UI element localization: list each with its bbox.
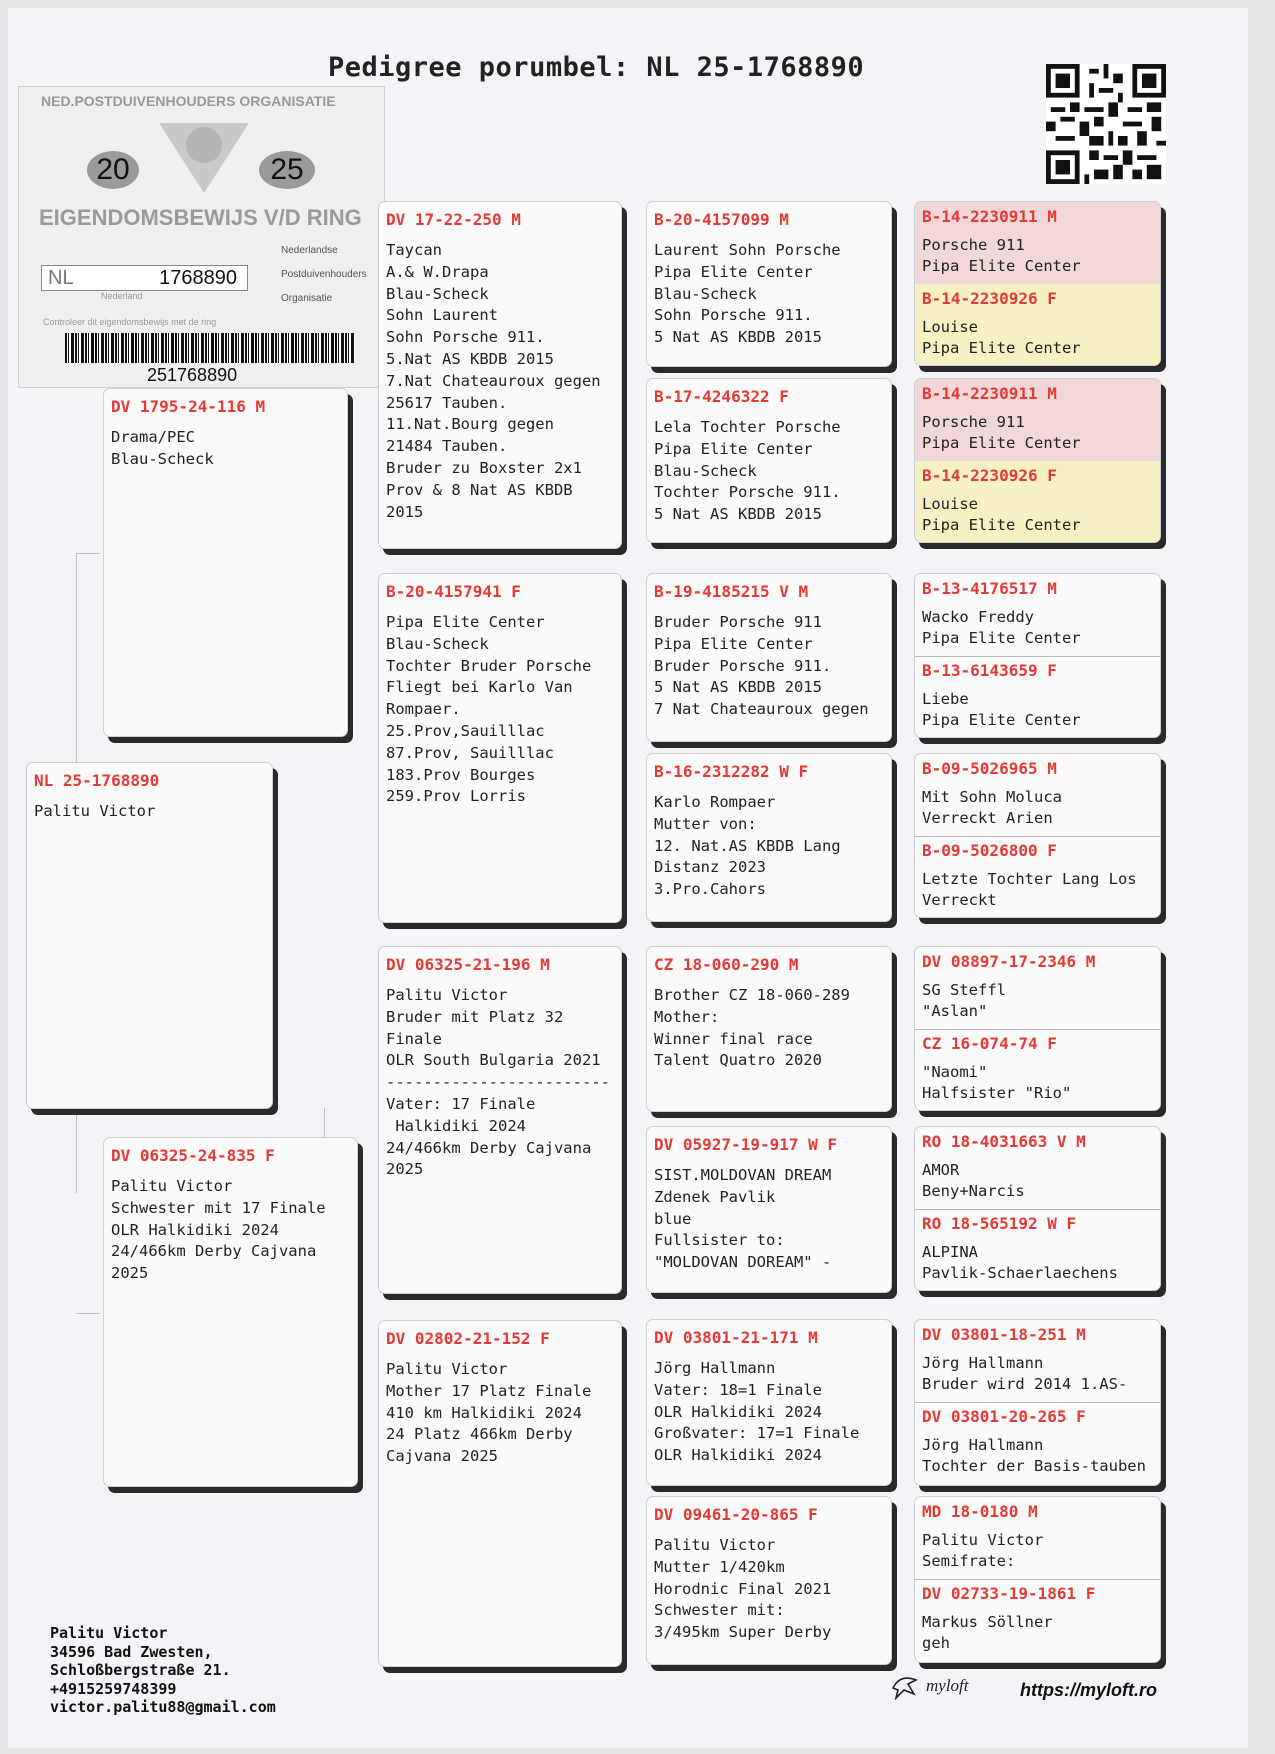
ring-id: RO 18-4031663 V M [922,1132,1086,1151]
sire-sire-card[interactable] [378,201,622,549]
card-text: AMOR Beny+Narcis [922,1161,1025,1200]
connector-line [76,1313,100,1314]
ring-heading: EIGENDOMSBEWIJS V/D RING [39,205,362,230]
npo-logo [281,239,367,311]
website-link[interactable]: https://myloft.ro [1020,1680,1157,1700]
card-text: Jörg Hallmann Bruder wird 2014 1.AS- [922,1354,1128,1393]
ring-org-name: NED.POSTDUIVENHOUDERS ORGANISATIE [41,93,336,109]
card-text: Pipa Elite Center Blau-Scheck Tochter Bruder Porsche Fliegt bei Karlo Van Rompaer. 25.Prov,Sauilllac 87.Prov, Sauilllac 183.Prov Bourges 259.Prov Lorris [386,613,592,806]
card-text: ALPINA Pavlik-Schaerlaechens [922,1243,1118,1282]
card-text: Palitu Victor Semifrate: [922,1531,1044,1570]
ring-id: CZ 16-074-74 F [922,1034,1057,1053]
dd-sire-card[interactable] [646,1319,892,1486]
ring-id: B-20-4157099 M [654,210,789,229]
npo-line-1: Nederlandse [281,245,338,256]
card-text: Palitu Victor Schwester mit 17 Finale OLR Halkidiki 2024 24/466km Derby Cajvana 2025 [111,1177,326,1283]
ring-id: NL 25-1768890 [34,771,160,790]
card-text: Taycan A.& W.Drapa Blau-Scheck Sohn Laurent Sohn Porsche 911. 5.Nat AS KBDB 2015 7.Nat Chateauroux gegen 25617 Tauben. 11.Nat.Bourg gegen 21484 Tauben. Bruder zu Boxster 2x1 Prov & 8 Nat AS KBDB 2015 [386,241,601,521]
ring-id: B-17-4246322 F [654,387,789,406]
gen5-pair-card[interactable] [914,753,1161,918]
gen5-pair-card[interactable] [914,1126,1161,1291]
card-text: Palitu Victor [34,802,156,820]
gen5-female-section [915,836,1160,917]
ring-year-left: 20 [87,151,139,189]
dam-dam-card[interactable] [378,1320,622,1667]
gen5-male-section [915,754,1160,836]
card-text: Karlo Rompaer Mutter von: 12. Nat.AS KBDB Lang Distanz 2023 3.Pro.Cahors [654,793,841,899]
ring-year-right: 25 [259,151,315,189]
sire-card[interactable] [103,388,348,737]
card-text: Palitu Victor Mutter 1/420km Horodnic Final 2021 Schwester mit: 3/495km Super Derby [654,1536,832,1642]
ring-id: DV 03801-20-265 F [922,1407,1086,1426]
gen5-female-section [915,656,1160,737]
gen5-male-section [915,379,1160,461]
page-title: Pedigree porumbel: NL 25-1768890 [328,52,865,83]
dd-dam-card[interactable] [646,1496,892,1665]
ring-id: DV 09461-20-865 F [654,1505,818,1524]
gen5-male-section [915,574,1160,656]
brand-name: myloft [926,1676,969,1695]
ring-id: DV 02802-21-152 F [386,1329,550,1348]
ring-id: B-14-2230911 M [922,207,1057,226]
gen5-female-section [915,1209,1160,1290]
ring-id: B-09-5026965 M [922,759,1057,778]
ring-id: CZ 18-060-290 M [654,955,799,974]
npo-line-2: Postduivenhouders [281,269,367,280]
ring-id: DV 06325-24-835 F [111,1146,275,1165]
lion-emblem-icon [149,113,259,203]
gen5-pair-card[interactable] [914,946,1161,1111]
card-text: Palitu Victor Mother 17 Platz Finale 410 km Halkidiki 2024 24 Platz 466km Derby Cajvana 2025 [386,1360,592,1466]
ring-id: DV 08897-17-2346 M [922,952,1096,971]
gen5-pair-card[interactable] [914,573,1161,738]
card-text: Drama/PEC Blau-Scheck [111,428,214,468]
ds-sire-card[interactable] [646,946,892,1112]
ring-country: NL [48,267,74,289]
qr-code-icon [1046,64,1166,184]
card-text: "Naomi" Halfsister "Rio" [922,1063,1072,1102]
sire-dam-card[interactable] [378,573,622,923]
ring-id: B-14-2230911 M [922,384,1057,403]
ring-id: B-14-2230926 F [922,466,1057,485]
ring-id: B-19-4185215 V M [654,582,809,601]
card-text: Porsche 911 Pipa Elite Center [922,413,1081,452]
ring-id: DV 17-22-250 M [386,210,521,229]
card-text: Porsche 911 Pipa Elite Center [922,236,1081,275]
ring-notice: Controleer dit eigendomsbewijs met de ring [43,317,217,327]
gen5-male-section [915,1320,1160,1402]
ring-id: B-13-4176517 M [922,579,1057,598]
npo-line-3: Organisatie [281,293,333,304]
ss-sire-card[interactable] [646,201,892,367]
card-text: Palitu Victor Bruder mit Platz 32 Finale OLR South Bulgaria 2021 ------------------------ Vater: 17 Finale Halkidiki 2024 24/466km Derby Cajvana 2025 [386,986,610,1179]
ring-id: DV 1795-24-116 M [111,397,266,416]
card-text: Letzte Tochter Lang Los Verreckt [922,870,1137,909]
owner-address: Palitu Victor 34596 Bad Zwesten, Schloßbergstraße 21. +4915259748399 victor.palitu88@gmail.com [50,1624,276,1716]
card-text: SIST.MOLDOVAN DREAM Zdenek Pavlik blue Fullsister to: "MOLDOVAN DOREAM" - [654,1166,832,1272]
ring-number-box [41,265,248,291]
gen5-pair-card[interactable] [914,1319,1161,1486]
card-text: Jörg Hallmann Tochter der Basis-tauben [922,1436,1146,1475]
ring-id: DV 06325-21-196 M [386,955,550,974]
gen5-female-section [915,1402,1160,1485]
card-text: Louise Pipa Elite Center [922,318,1081,357]
ring-id: DV 03801-18-251 M [922,1325,1086,1344]
barcode [65,333,355,363]
card-text: Liebe Pipa Elite Center [922,690,1081,729]
pigeon-logo-icon [890,1674,920,1700]
card-text: Lela Tochter Porsche Pipa Elite Center Blau-Scheck Tochter Porsche 911. 5 Nat AS KBDB 2015 [654,418,841,524]
dam-card[interactable] [103,1137,358,1487]
ring-id: MD 18-0180 M [922,1502,1038,1521]
gen5-pair-card[interactable] [914,378,1161,543]
ring-id: DV 05927-19-917 W F [654,1135,838,1154]
ring-id: B-16-2312282 W F [654,762,809,781]
gen5-pair-card[interactable] [914,1496,1161,1663]
barcode-number: 251768890 [147,365,238,385]
ss-dam-card[interactable] [646,378,892,543]
connector-line [76,553,100,554]
gen5-male-section [915,1127,1160,1209]
card-text: SG Steffl "Aslan" [922,981,1006,1020]
ring-id: B-14-2230926 F [922,289,1057,308]
gen5-female-section [915,1579,1160,1662]
card-text: Laurent Sohn Porsche Pipa Elite Center Blau-Scheck Sohn Porsche 911. 5 Nat AS KBDB 2015 [654,241,841,347]
ring-id: B-20-4157941 F [386,582,521,601]
ds-dam-card[interactable] [646,1126,892,1293]
sd-dam-card[interactable] [646,753,892,922]
card-text: Wacko Freddy Pipa Elite Center [922,608,1081,647]
gen5-pair-card[interactable] [914,201,1161,366]
card-text: Mit Sohn Moluca Verreckt Arien [922,788,1062,827]
gen5-male-section [915,1497,1160,1579]
pedigree-sheet [8,8,1248,1748]
ring-id: B-09-5026800 F [922,841,1057,860]
dam-sire-card[interactable] [378,946,622,1294]
gen5-male-section [915,202,1160,284]
ring-certificate [18,86,385,388]
card-text: Markus Söllner geh [922,1613,1053,1652]
card-text: Bruder Porsche 911 Pipa Elite Center Bruder Porsche 911. 5 Nat AS KBDB 2015 7 Nat Chateauroux gegen [654,613,869,719]
ring-number: 1768890 [159,267,237,289]
ring-id: DV 03801-21-171 M [654,1328,818,1347]
subject-card[interactable] [26,762,273,1109]
sd-sire-card[interactable] [646,573,892,742]
gen5-male-section [915,947,1160,1029]
card-text: Brother CZ 18-060-289 Mother: Winner final race Talent Quatro 2020 [654,986,850,1070]
ring-id: DV 02733-19-1861 F [922,1584,1096,1603]
ring-id: B-13-6143659 F [922,661,1057,680]
ring-id: RO 18-565192 W F [922,1214,1077,1233]
card-text: Louise Pipa Elite Center [922,495,1081,534]
card-text: Jörg Hallmann Vater: 18=1 Finale OLR Halkidiki 2024 Großvater: 17=1 Finale OLR Halkidiki 2024 [654,1359,860,1465]
gen5-female-section [915,461,1160,542]
gen5-female-section [915,1029,1160,1110]
ring-country-name: Nederland [101,291,143,301]
gen5-female-section [915,284,1160,365]
